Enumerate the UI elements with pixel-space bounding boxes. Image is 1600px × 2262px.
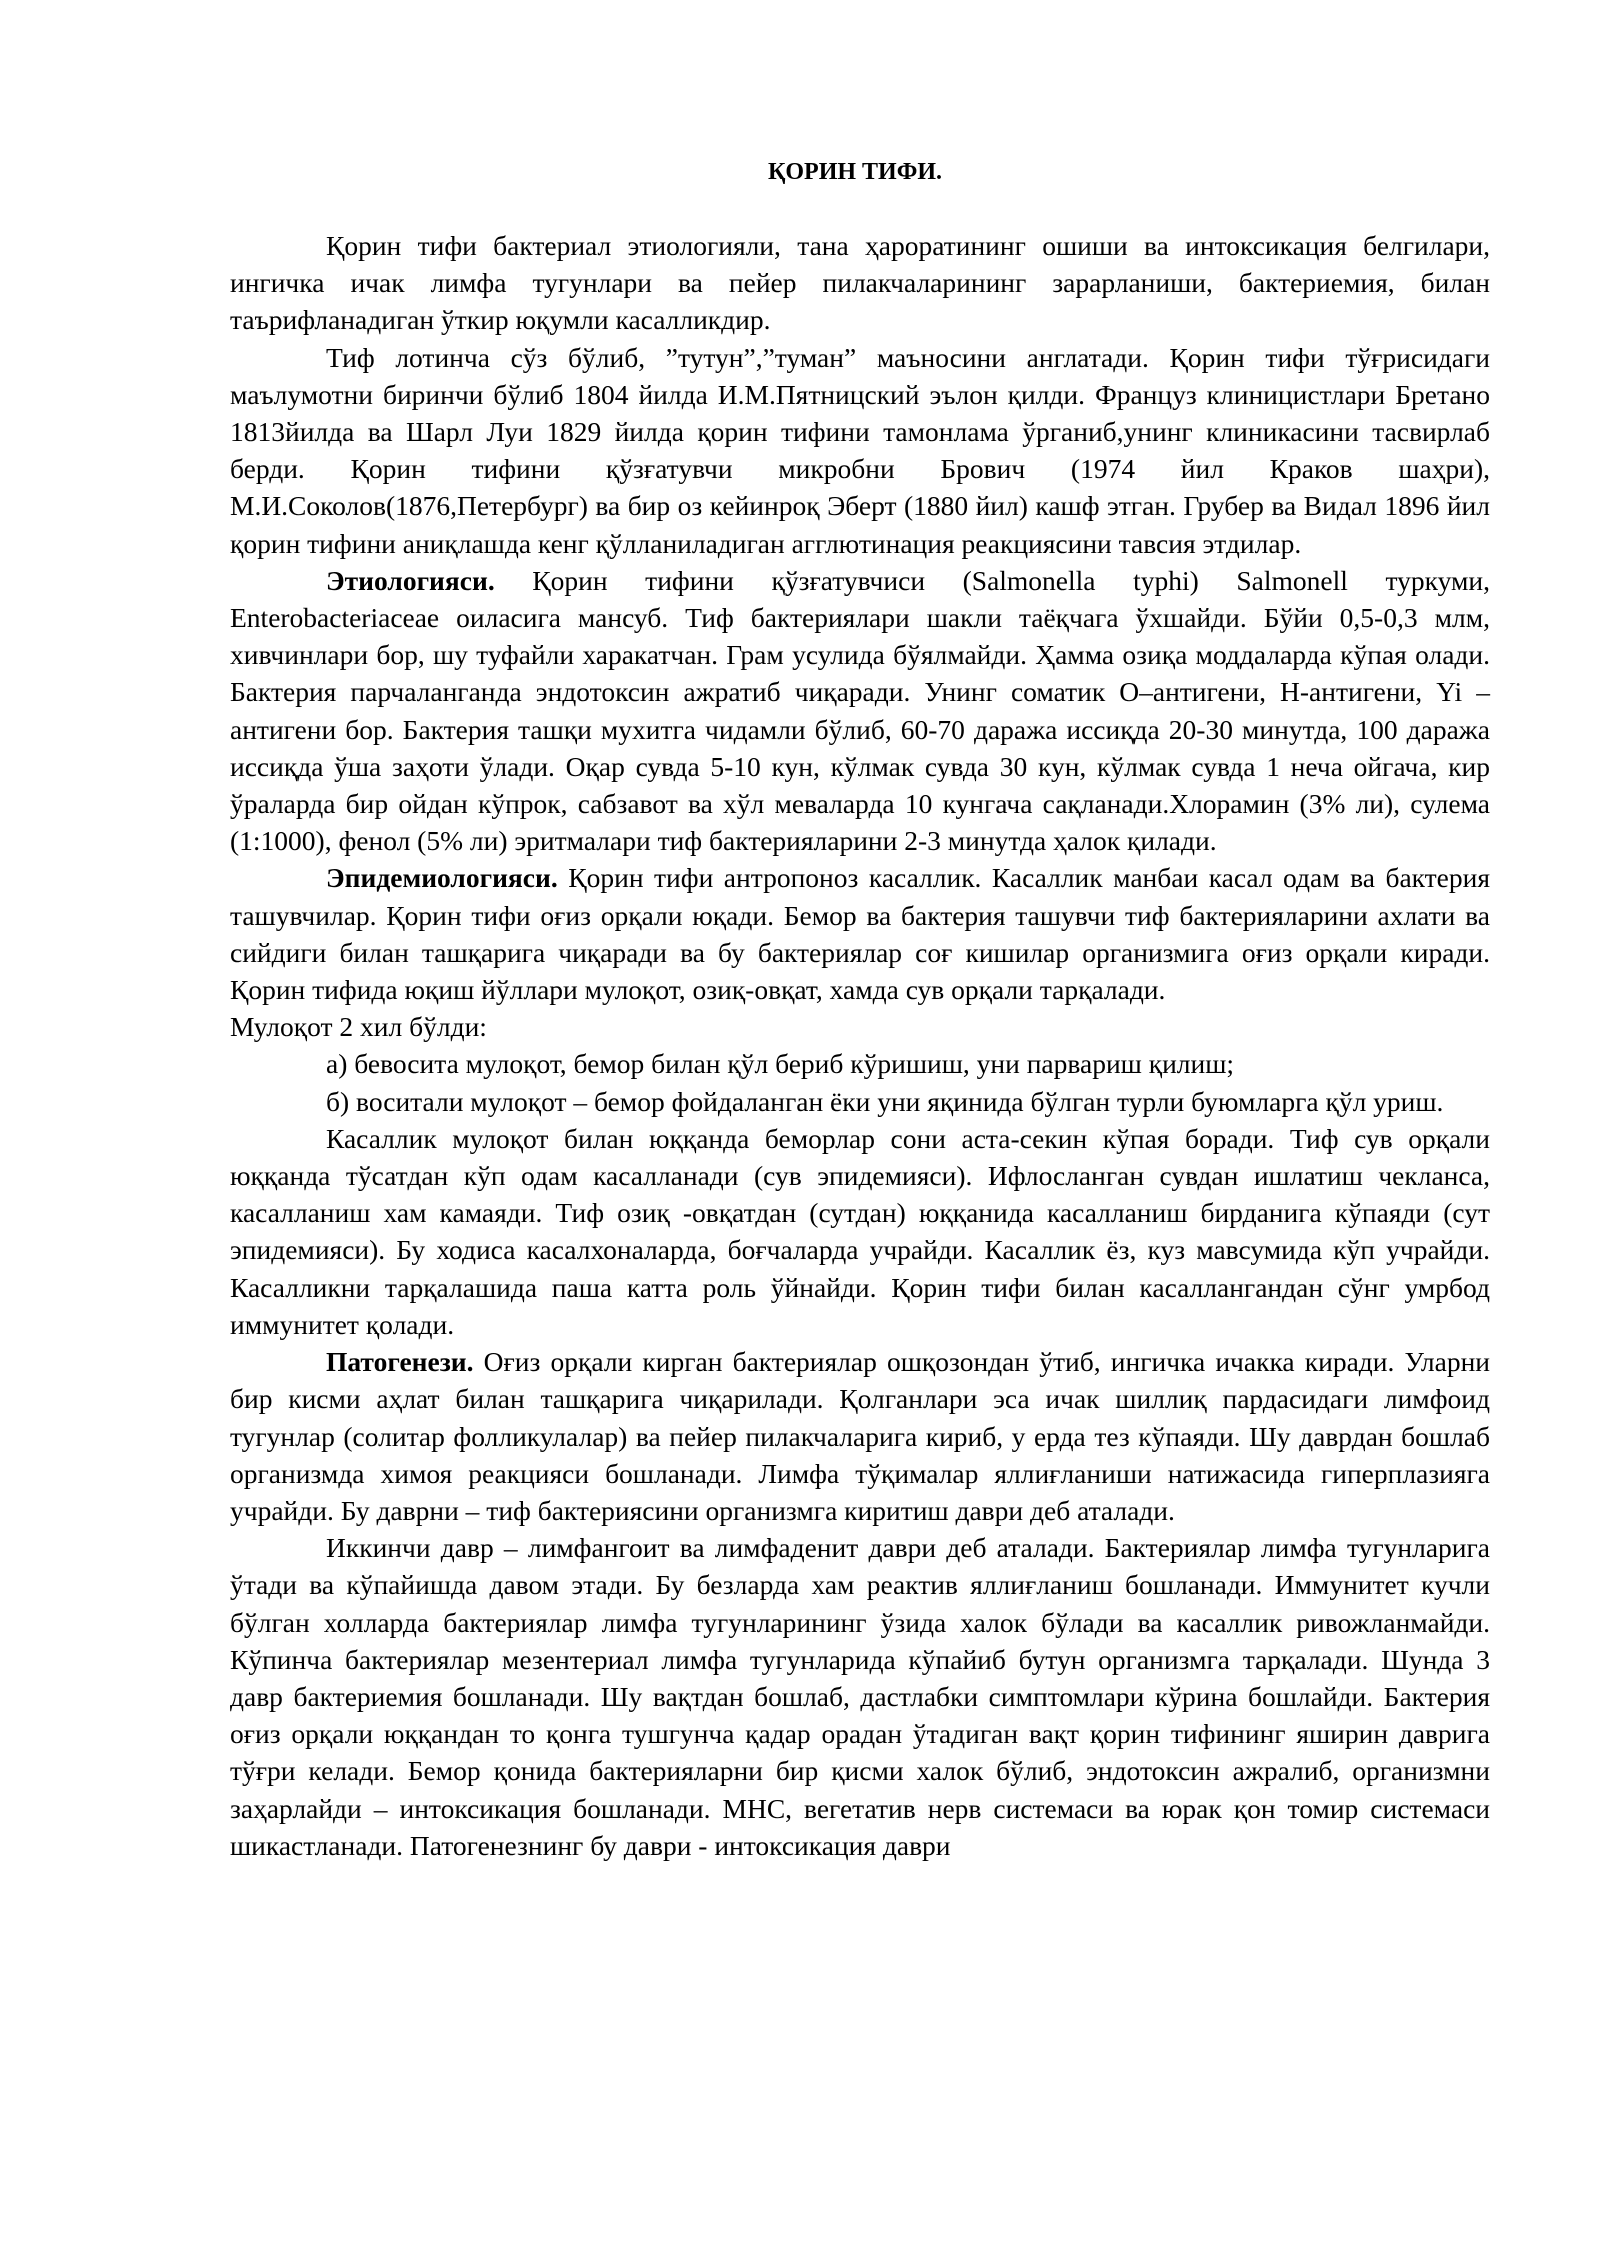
epidemiology-heading: Эпидемиологияси. (326, 862, 558, 894)
pathogenesis-heading: Патогенези. (326, 1346, 474, 1378)
etiology-text: Қорин тифини қўзғатувчиси (Salmonella typhi) Salmonell туркуми, Enterobacteriaceae оиласига мансуб. Тиф бактериялари шакли таёқчага ўхшайди. Бўйи 0,5-0,3 млм, хивчинлари бор, шу туфайли харакатчан. Грам усулида бўялмайди. Ҳамма озиқа моддаларда кўпая олади. Бактерия парчаланганда эндотоксин ажратиб чиқаради. Унинг соматик О–антигени, Н-антигени, Yi – антигени бор. Бактерия ташқи мухитга чидамли бўлиб, 60-70 даража иссиқда 20-30 минутда, 100 даража иссиқда ўша заҳоти ўлади. Оқар сувда 5-10 кун, кўлмак сувда 30 кун, кўлмак сувда 1 неча ойгача, кир ўраларда бир ойдан кўпрок, сабзавот ва хўл меваларда 10 кунгача сақланади.Хлорамин (3% ли), сулема (1:1000), фенол (5% ли) эритмалари тиф бактерияларини 2-3 минутда ҳалок қилади. (230, 564, 1490, 857)
paragraph-etiology (230, 562, 1490, 860)
document-title: ҚОРИН ТИФИ. (767, 159, 943, 185)
epidemiology-text: Қорин тифи антропоноз касаллик. Касаллик манбаи касал одам ва бактерия ташувчилар. Қорин тифи оғиз орқали юқади. Бемор ва бактерия ташувчи тиф бактерияларини ахлати ва сийдиги билан ташқарига чиқаради ва бу бактериялар соғ кишилар организмига оғиз орқали киради. Қорин тифида юқиш йўллари мулоқот, озиқ-овқат, хамда сув орқали тарқалади. (230, 862, 1490, 1006)
pathogenesis-text: Оғиз орқали кирган бактериялар ошқозондан ўтиб, ингичка ичакка киради. Уларни бир кисми аҳлат билан ташқарига чиқарилади. Қолганлари эса ичак шиллиқ пардасидаги лимфоид тугунлар (солитар фолликулалар) ва пейер пилакчаларига кириб, у ерда тез кўпаяди. Шу даврдан бошлаб организмда химоя реакцияси бошланади. Лимфа тўқималар яллиғланиши натижасида гиперплазияга учрайди. Бу даврни – тиф бактериясини организмга киритиш даври деб аталади. (230, 1346, 1490, 1526)
document-body (230, 227, 1490, 1864)
paragraph-contact-b: б) воситали мулоқот – бемор фойдаланган ёки уни яқинида бўлган турли буюмларга қўл уриш. (326, 1085, 1444, 1117)
paragraph-spread: Касаллик мулоқот билан юққанда беморлар сони аста-секин кўпая боради. Тиф сув орқали юққанда тўсатдан кўп одам касалланади (сув эпидемияси). Ифлосланган сувдан ишлатиш чекланса, касалланиш хам камаяди. Тиф озиқ -овқатдан (сутдан) юққанида касалланиш бирданига кўпаяди (сут эпидемияси). Бу ходиса касалхоналарда, боғчаларда учрайди. Касаллик ёз, куз мавсумида кўп учрайди. Касалликни тарқалашида паша катта роль ўйнайди. Қорин тифи билан касаллангандан сўнг умрбод иммунитет қолади. (230, 1122, 1490, 1340)
paragraph-definition: Қорин тифи бактериал этиологияли, тана ҳароратининг ошиши ва интоксикация белгилари, ингичка ичак лимфа тугунлари ва пейер пилакчаларининг зарарланиши, бактериемия, билан таърифланадиган ўткир юқумли касалликдир. (230, 230, 1490, 336)
paragraph-epidemiology (230, 859, 1490, 1008)
paragraph-second-period: Иккинчи давр – лимфангоит ва лимфаденит даври деб аталади. Бактериялар лимфа тугунларига ўтади ва кўпайишда давом этади. Бу безларда хам реактив яллиғланиш бошланади. Иммунитет кучли бўлган холларда бактериялар лимфа тугунларининг ўзида халок бўлади ва касаллик ривожланмайди. Кўпинча бактериялар мезентериал лимфа тугунларида кўпайиб бутун организмга тарқалади. Шунда 3 давр бактериемия бошланади. Шу вақтдан бошлаб, дастлабки симптомлари кўрина бошлайди. Бактерия оғиз орқали юққандан то қонга тушгунча қадар орадан ўтадиган вақт қорин тифининг яширин даврига тўғри келади. Бемор қонида бактерияларни бир қисми халок бўлиб, эндотоксин ажралиб, организмни заҳарлайди – интоксикация бошланади. МНС, вегетатив нерв системаси ва юрак қон томир системаси шикастланади. Патогенезнинг бу даври - интоксикация даври (230, 1532, 1490, 1861)
etiology-heading: Этиологияси. (326, 564, 495, 596)
paragraph-contact-a: а) бевосита мулоқот, бемор билан қўл бериб кўришиш, уни парвариш қилиш; (326, 1048, 1235, 1080)
paragraph-contact-intro: Мулоқот 2 хил бўлди: (230, 1011, 487, 1043)
paragraph-history: Тиф лотинча сўз бўлиб, ”тутун”,”туман” маъносини англатади. Қорин тифи тўғрисидаги маълумотни биринчи бўлиб 1804 йилда И.М.Пятницский эълон қилди. Француз клиницистлари Бретано 1813йилда ва Шарл Луи 1829 йилда қорин тифини тамонлама ўрганиб,унинг клиникасини тасвирлаб берди. Қорин тифини қўзғатувчи микробни Брович (1974 йил Краков шаҳри), М.И.Соколов(1876,Петербург) ва бир оз кейинроқ Эберт (1880 йил) кашф этган. Грубер ва Видал 1896 йил қорин тифини аниқлашда кенг қўлланиладиган агглютинация реакциясини тавсия этдилар. (230, 341, 1490, 559)
paragraph-pathogenesis (230, 1343, 1490, 1529)
